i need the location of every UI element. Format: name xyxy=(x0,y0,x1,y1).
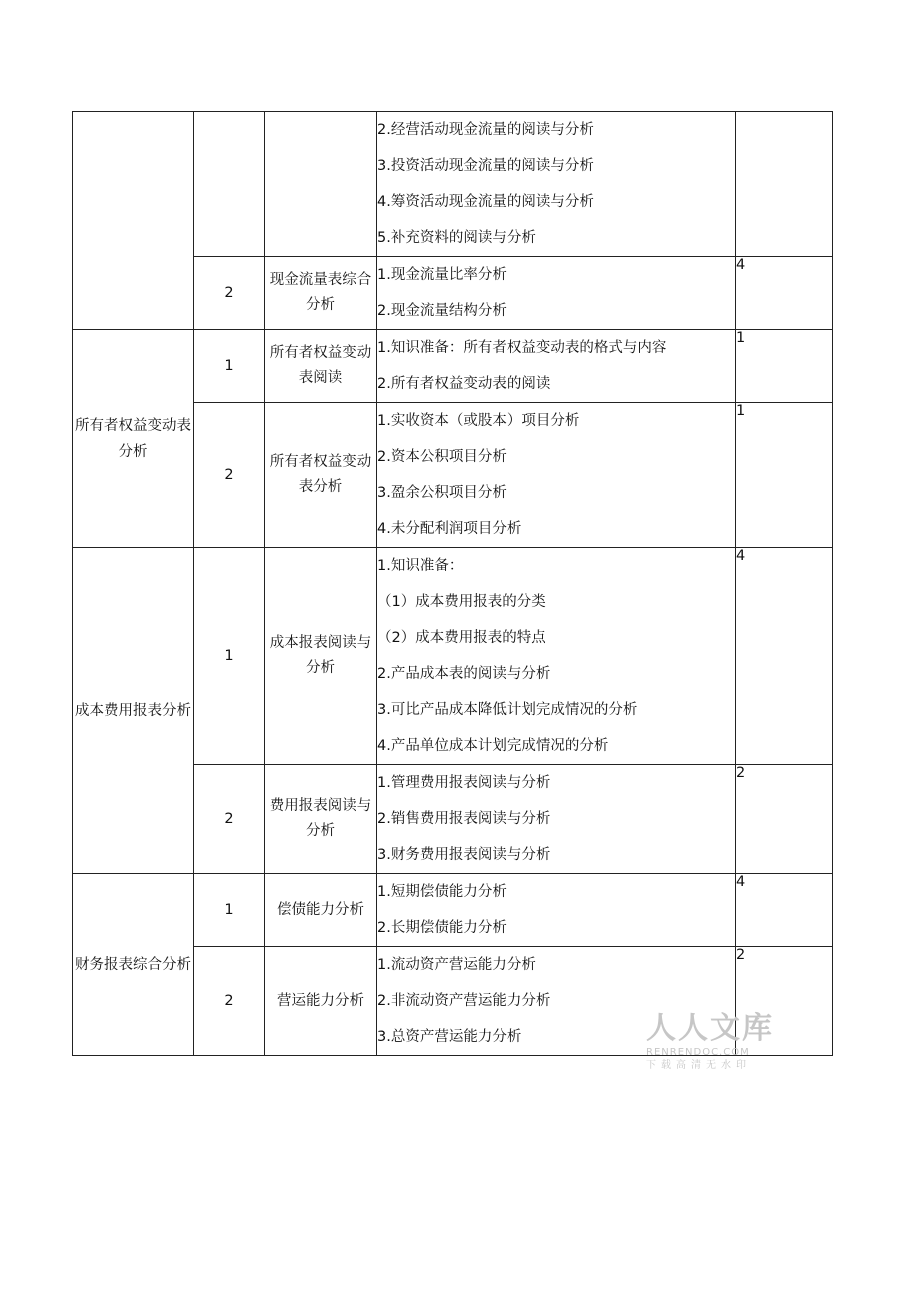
hours-cell: 1 xyxy=(736,403,833,548)
task-title-cell: 成本报表阅读与分析 xyxy=(265,548,377,765)
content-line: 1.知识准备：所有者权益变动表的格式与内容 xyxy=(377,340,667,356)
task-title-cell: 所有者权益变动表阅读 xyxy=(265,330,377,403)
task-number-cell: 2 xyxy=(194,765,265,874)
content-line: 1.管理费用报表阅读与分析 xyxy=(377,775,551,791)
task-number-cell xyxy=(194,112,265,257)
content-line: 4.未分配利润项目分析 xyxy=(377,521,522,537)
content-line: （1）成本费用报表的分类 xyxy=(377,594,546,610)
watermark xyxy=(646,1012,774,1072)
watermark-url: RENRENDOC.COM xyxy=(646,1047,750,1058)
content-line: 3.投资活动现金流量的阅读与分析 xyxy=(377,158,594,174)
content-cell xyxy=(377,548,736,765)
content-cell xyxy=(377,112,736,257)
hours-cell: 2 xyxy=(736,947,833,1056)
task-number-cell: 2 xyxy=(194,403,265,548)
hours-cell xyxy=(736,112,833,257)
hours-cell: 4 xyxy=(736,874,833,947)
task-title-cell xyxy=(265,112,377,257)
content-line: 2.资本公积项目分析 xyxy=(377,449,507,465)
table-row xyxy=(73,874,833,947)
task-number-cell: 1 xyxy=(194,330,265,403)
hours-cell: 4 xyxy=(736,257,833,330)
content-line: 1.知识准备： xyxy=(377,558,464,574)
content-line: 2.现金流量结构分析 xyxy=(377,303,507,319)
content-cell xyxy=(377,257,736,330)
content-cell xyxy=(377,874,736,947)
content-cell xyxy=(377,403,736,548)
watermark-subtitle: 下载高清无水印 xyxy=(646,1060,751,1071)
watermark-title: 人人文库 xyxy=(646,1011,774,1046)
content-line: 2.经营活动现金流量的阅读与分析 xyxy=(377,122,594,138)
task-title-cell: 营运能力分析 xyxy=(265,947,377,1056)
content-line: 4.筹资活动现金流量的阅读与分析 xyxy=(377,194,594,210)
content-line: 1.实收资本（或股本）项目分析 xyxy=(377,413,580,429)
content-line: 3.财务费用报表阅读与分析 xyxy=(377,847,551,863)
content-line: 5.补充资料的阅读与分析 xyxy=(377,230,536,246)
table-row xyxy=(73,548,833,765)
module-cell: 财务报表综合分析 xyxy=(73,874,194,1056)
module-cell: 成本费用报表分析 xyxy=(73,548,194,874)
hours-cell: 2 xyxy=(736,765,833,874)
table-row xyxy=(73,112,833,257)
content-line: 1.现金流量比率分析 xyxy=(377,267,507,283)
content-line: 1.短期偿债能力分析 xyxy=(377,884,507,900)
hours-cell: 1 xyxy=(736,330,833,403)
content-line: 2.长期偿债能力分析 xyxy=(377,920,507,936)
hours-cell: 4 xyxy=(736,548,833,765)
task-title-cell: 所有者权益变动表分析 xyxy=(265,403,377,548)
content-line: 4.产品单位成本计划完成情况的分析 xyxy=(377,738,609,754)
task-number-cell: 1 xyxy=(194,874,265,947)
table-row xyxy=(73,330,833,403)
course-schedule-table xyxy=(72,111,833,1056)
content-line: 1.流动资产营运能力分析 xyxy=(377,957,536,973)
content-line: 2.非流动资产营运能力分析 xyxy=(377,993,551,1009)
content-line: 3.总资产营运能力分析 xyxy=(377,1029,522,1045)
task-number-cell: 1 xyxy=(194,548,265,765)
task-title-cell: 偿债能力分析 xyxy=(265,874,377,947)
content-line: 2.销售费用报表阅读与分析 xyxy=(377,811,551,827)
task-number-cell: 2 xyxy=(194,947,265,1056)
module-cell: 所有者权益变动表分析 xyxy=(73,330,194,548)
task-number-cell: 2 xyxy=(194,257,265,330)
content-line: 3.可比产品成本降低计划完成情况的分析 xyxy=(377,702,638,718)
content-cell xyxy=(377,765,736,874)
content-line: 2.所有者权益变动表的阅读 xyxy=(377,376,551,392)
content-line: 3.盈余公积项目分析 xyxy=(377,485,507,501)
task-title-cell: 费用报表阅读与分析 xyxy=(265,765,377,874)
content-line: （2）成本费用报表的特点 xyxy=(377,630,546,646)
content-cell xyxy=(377,330,736,403)
content-line: 2.产品成本表的阅读与分析 xyxy=(377,666,551,682)
module-cell xyxy=(73,112,194,330)
task-title-cell: 现金流量表综合分析 xyxy=(265,257,377,330)
